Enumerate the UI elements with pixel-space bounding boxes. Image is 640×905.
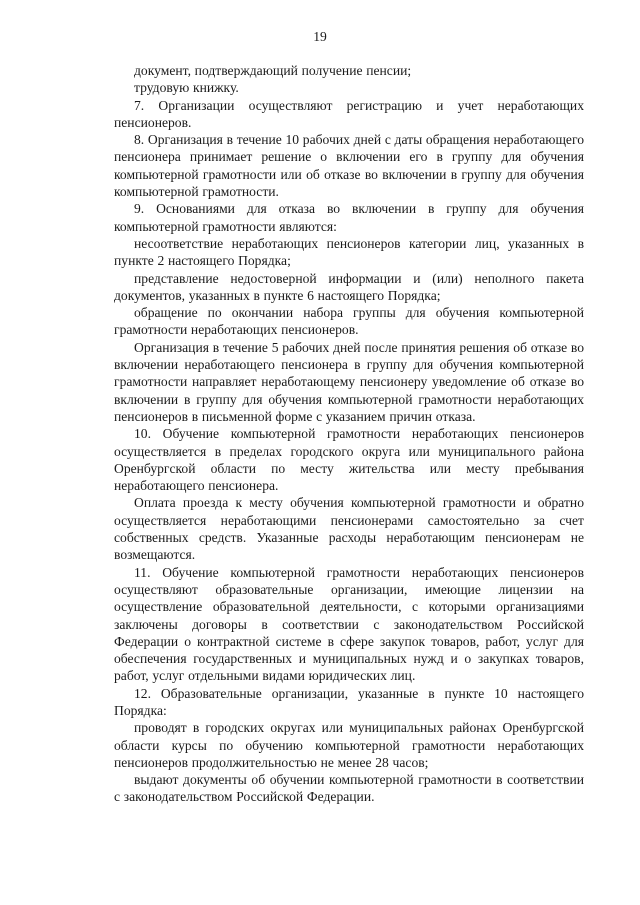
paragraph-6: несоответствие неработающих пенсионеров категории лиц, указанных в пункте 2 настоящего Порядка; (114, 235, 584, 269)
paragraph-8: обращение по окончании набора группы для обучения компьютерной грамотности неработающих пенсионеров. (114, 305, 584, 338)
paragraph-10: 10. Обучение компьютерной грамотности неработающих пенсионеров осуществляется в пределах городского округа или муниципального района Оренбургской области по месту жительства или месту пребывания неработающего пенсионера. (114, 426, 584, 494)
paragraph-2: трудовую книжку. (134, 80, 239, 96)
paragraph-11: Оплата проезда к месту обучения компьютерной грамотности и обратно осуществляется неработающими пенсионерами самостоятельно за счет собственных средств. Указанные расходы неработающим пенсионерам не возмещаются. (114, 495, 584, 563)
paragraph-9: Организация в течение 5 рабочих дней после принятия решения об отказе во включении неработающего пенсионера в группу для обучения компьютерной грамотности направляет неработающему пенсионеру уведомление об отказе во включении в группу для обучения компьютерной грамотности неработающих пенсионеров в письменной форме с указанием причин отказа. (114, 339, 584, 424)
paragraph-4: 8. Организация в течение 10 рабочих дней с даты обращения неработающего пенсионера принимает решение о включении его в группу для обучения компьютерной грамотности или об отказе во включении в группу для обучения компьютерной грамотности. (114, 132, 584, 200)
paragraph-3: 7. Организации осуществляют регистрацию и учет неработающих пенсионеров. (114, 97, 584, 130)
paragraph-13: 12. Образовательные организации, указанные в пункте 10 настоящего Порядка: (114, 685, 584, 718)
paragraph-12: 11. Обучение компьютерной грамотности неработающих пенсионеров осуществляют образовательные организации, имеющие лицензии на осуществление образовательной деятельности, с которыми организациями заключены договоры в соответствии с законодательством Российской Федерации о контрактной системе в сфере закупок товаров, работ, услуг для обеспечения государственных и муниципальных нужд и о закупках товаров, работ, услуг отдельными видами юридических лиц. (114, 564, 584, 684)
page-number: 19 (313, 29, 327, 44)
paragraph-7: представление недостоверной информации и (или) неполного пакета документов, указанных в пункте 6 настоящего Порядка; (114, 270, 584, 303)
paragraph-5: 9. Основаниями для отказа во включении в группу для обучения компьютерной грамотности являются: (114, 201, 584, 234)
document-body (114, 62, 584, 806)
paragraph-1: документ, подтверждающий получение пенсии; (134, 63, 412, 78)
paragraph-15: выдают документы об обучении компьютерной грамотности в соответствии с законодательством Российской Федерации. (114, 772, 584, 805)
paragraph-14: проводят в городских округах или муниципальных районах Оренбургской области курсы по обучению компьютерной грамотности неработающих пенсионеров продолжительностью не менее 28 часов; (114, 720, 584, 770)
